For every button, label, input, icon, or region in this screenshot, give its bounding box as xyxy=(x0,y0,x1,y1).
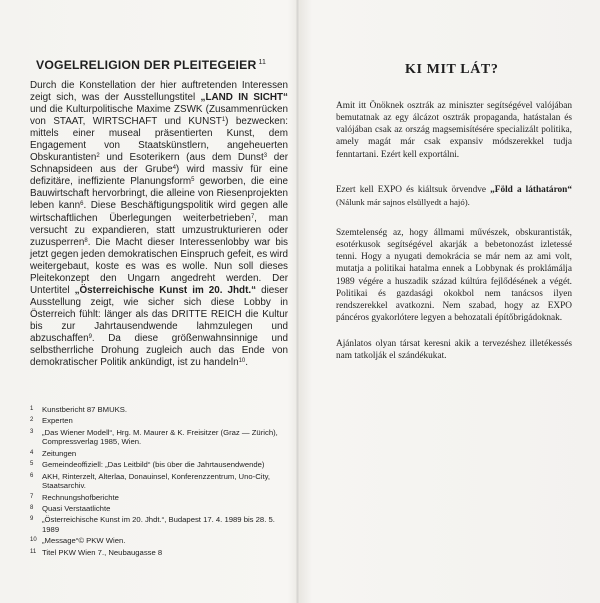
right-paragraph-1: Amit itt Önöknek osztrák az miniszter segítségével valójában bemutatnak az egy álcázot osztrák propaganda, hatástalan és valójában csak az ország magsemisítésére specializált politika, amely magát már csak expansiv módszerekkel tudja fenntartani. Ezért kell exportálni. xyxy=(336,101,572,160)
left-title-note: 11 xyxy=(258,59,267,66)
left-page-title xyxy=(36,58,298,72)
footnote-item: 5 Gemeindeoffiziell: „Das Leitbild“ (bis über die Jahrtausendwende) xyxy=(30,460,265,470)
right-paragraph-2: Ezert kell EXPO és kiáltsuk örvendve „Föld a láthatáron“ (Nálunk már sajnos elsüllyedt a hajó). xyxy=(336,185,572,208)
expo-slogan: „Föld a láthatáron“ xyxy=(490,185,572,195)
footnote-item: 1 Kunstbericht 87 BMUKS. xyxy=(30,405,128,414)
title-land-in-sicht: „LAND IN SICHT“ xyxy=(200,92,288,104)
footnote-item: 4 Zeitungen xyxy=(30,448,77,458)
footnote-item: 9 „Österreichische Kunst im 20. Jhdt.“, Budapest 17. 4. 1989 bis 28. 5. 1989 xyxy=(30,515,275,534)
subtitle-oesterreichische-kunst: „Österreichische Kunst im 20. Jhdt.“ xyxy=(74,284,257,296)
right-paragraph-4: Ajánlatos olyan társat keresni akik a tervezéshez illetékessés nam tatkolják el szándékukat. xyxy=(336,339,572,362)
footnote-item: 10 „Message“© PKW Wien. xyxy=(30,536,126,546)
page-fold xyxy=(296,0,299,603)
footnote-item: 2 Experten xyxy=(30,416,73,426)
left-title-text: VOGELRELIGION DER PLEITEGEIER xyxy=(36,58,257,72)
right-paragraph-3: Szemtelenség az, hogy állmami művészek, obskurantisták, esotérkusok segítségével akarják a bebetonozást izletessé tenni. Hogy a nyugati demokrácia se már nem az ami volt, mutatja a politikai hatalma ennek a Lobbynak és proklámálja 1989 végére a huszadik század kúltúra fejlődésének a végét. Politikai és gazdasági okokbol nem tanácsos ilyen rendszerekkel avatkozni. Nem szabad, hogy az EXPO páncéros gyakorlótere legyen a behozatali építőbrigádoknak. xyxy=(336,228,572,324)
footnote-item: 11 Titel PKW Wien 7., Neubaugasse 8 xyxy=(30,547,163,557)
footnotes-list xyxy=(30,405,288,559)
footnote-item: 6 AKH, Rinterzelt, Alterlaa, Donauinsel, Konferenzzentrum, Uno-City, Staatsarchiv. xyxy=(30,471,271,491)
footnote-item: 3 „Das Wiener Modell“, Hrg. M. Maurer & K. Freisitzer (Graz — Zürich), Compressverlag 1985, Wien. xyxy=(30,427,278,447)
right-page-title: KI MIT LÁT? xyxy=(405,62,499,77)
footnote-item: 8 Quasi Verstaatlichte xyxy=(30,503,111,513)
footnote-item: 7 Rechnungshofberichte xyxy=(30,492,119,502)
left-body-text: Durch die Konstellation der hier auftretenden Interessen zeigt sich, was der Ausstellungstitel „LAND IN SICHT“ und die Kulturpolitische Maxime ZSWK (Zusammenrücken von STAAT, WIRTSCHAFT und KUNST$^1$) bezwecken: mittels einer museal präsentierten Kunst, dem Engagement von Staatskünstlern, angeheuerten Obskurantisten$^2$ und Esoterikern (aus dem Dunst$^3$ der Schnapsideen aus der Grube$^4$) wird massiv für eine defizitäre, ineffiziente Planungsform$^5$ geworben, die eine Bauwirtschaft hervorbringt, die alleine von Riesenprojekten leben kann$^6$. Diese Beschäftigungspolitik wird gegen alle wirtschaftlichen Überlegungen weiterbetrieben$^7$, man versucht zu expandieren, statt umzustrukturieren oder zuzusperren$^8$. Die Macht dieser Interessenlobby war bis jetzt gegen jeden demokratischen Einspruch gefeit, es wird weitergebaut, koste es was es wolle. Nun soll dieses Pleitekonzept den Ungarn angedreht werden. Der Untertitel „Österreichische Kunst im 20. Jhdt.“ dieser Ausstellung zeigt, wie sicher sich diese Lobby in Österreich fühlt: länger als das DRITTE REICH die Kultur bis zur Jahrtausendwende lahmzulegen und abzuschaffen$^9$. Da diese größenwahnsinnige und selbstherrliche Drohung zugleich auch das Ende von demokratischer Politik ankündigt, ist zu handeln$^{10}$. xyxy=(30,80,289,369)
